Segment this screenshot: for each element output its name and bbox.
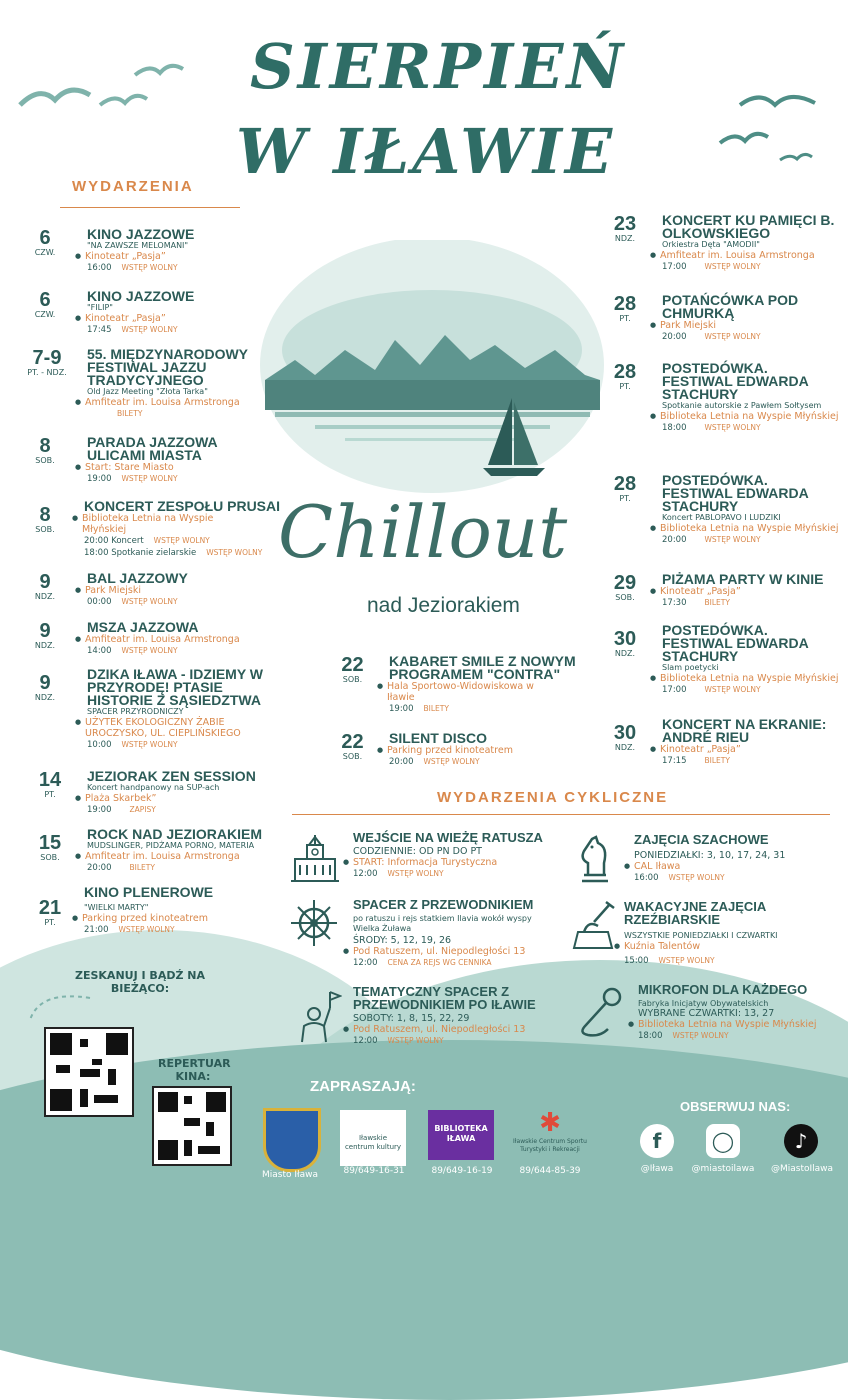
event-title: JEZIORAK ZEN SESSION bbox=[87, 768, 256, 784]
partner-name: BIBLIOTEKA IŁAWA bbox=[434, 1124, 488, 1143]
event-subtitle: Fabryka Inicjatyw Obywatelskich bbox=[638, 999, 769, 1008]
star-icon: ✱ bbox=[539, 1108, 561, 1138]
event-location: ● Biblioteka Letnia na Wyspie Młyńskiej bbox=[72, 513, 242, 535]
event-admission: WSTĘP WOLNY bbox=[704, 535, 761, 544]
event-day: 8 bbox=[39, 504, 51, 526]
event-weekday: NDZ. bbox=[614, 649, 636, 658]
event-time: 16:00 bbox=[87, 263, 112, 273]
cyclic-event[interactable] bbox=[353, 831, 573, 880]
events-section-title: WYDARZENIA bbox=[72, 178, 194, 195]
event-title: SILENT DISCO bbox=[389, 730, 488, 746]
cyclic-event[interactable] bbox=[353, 898, 573, 969]
event-title: KINO PLENEROWE bbox=[84, 884, 214, 900]
event-location: ● Park Miejski bbox=[75, 585, 267, 596]
event-location: ● Kuźnia Talentów bbox=[614, 941, 834, 952]
event-location: ● START: Informacja Turystyczna bbox=[343, 857, 573, 868]
guide-icon bbox=[292, 988, 342, 1044]
event-subtitle: po ratuszu i rejs statkiem Ilavia wokół wyspy Wielka Żuława bbox=[353, 914, 532, 933]
event-title: PIŻAMA PARTY W KINIE bbox=[662, 571, 824, 587]
event-location: ● Plaża Skarbek” bbox=[75, 793, 287, 804]
event-title: ROCK NAD JEZIORAKIEM bbox=[87, 826, 263, 842]
event-admission: WSTĘP WOLNY bbox=[206, 548, 263, 557]
event-weekday: SOB. bbox=[35, 456, 55, 465]
event-admission: WSTĘP WOLNY bbox=[704, 423, 761, 432]
event-weekday: CZW. bbox=[34, 248, 56, 257]
event-time: 14:00 bbox=[87, 646, 112, 656]
event-title: BAL JAZZOWY bbox=[87, 570, 188, 586]
event-time: 17:00 bbox=[662, 685, 687, 695]
event-admission: BILETY bbox=[704, 756, 730, 765]
event-admission: WSTĘP WOLNY bbox=[118, 925, 175, 934]
event-location: ● Biblioteka Letnia na Wyspie Młyńskiej bbox=[650, 523, 840, 534]
event-admission: WSTĘP WOLNY bbox=[121, 474, 178, 483]
event-title: POTAŃCÓWKA POD CHMURKĄ bbox=[662, 292, 799, 321]
event-title: MIKROFON DLA KAŻDEGO bbox=[638, 982, 808, 997]
event-title: POSTEDÓWKA. FESTIWAL EDWARDA STACHURY bbox=[662, 622, 809, 664]
event-weekday: PT. bbox=[44, 790, 56, 799]
divider bbox=[60, 207, 240, 208]
event-title: MSZA JAZZOWA bbox=[87, 619, 199, 635]
event-title: TEMATYCZNY SPACER Z PRZEWODNIKIEM PO IŁAWIE bbox=[353, 984, 536, 1012]
event-location: ● Kinoteatr „Pasja” bbox=[650, 586, 840, 597]
microphone-icon bbox=[572, 983, 628, 1039]
event-subtitle: Slam poetycki bbox=[662, 663, 719, 672]
event-location: ● Kinoteatr „Pasja” bbox=[75, 251, 277, 262]
event-subtitle: "NA ZAWSZE MELOMANI" bbox=[87, 241, 189, 250]
event-time: 16:00 bbox=[634, 873, 659, 883]
event-day: 22 bbox=[341, 731, 364, 753]
tiktok-icon[interactable]: ♪ bbox=[784, 1124, 818, 1158]
birds-right-icon bbox=[700, 85, 840, 175]
event-admission: BILETY bbox=[704, 598, 730, 607]
event-weekday: NDZ. bbox=[614, 234, 636, 243]
event-day: 30 bbox=[613, 722, 637, 744]
cyclic-event[interactable] bbox=[638, 983, 838, 1042]
partner-name: Iławskie centrum kultury bbox=[344, 1134, 402, 1151]
event-admission: WSTĘP WOLNY bbox=[121, 597, 178, 606]
cyclic-event[interactable] bbox=[353, 985, 573, 1047]
partner-logo-sport-center bbox=[510, 1108, 590, 1162]
instagram-icon[interactable]: ◯ bbox=[706, 1124, 740, 1158]
event-admission: WSTĘP WOLNY bbox=[121, 646, 178, 655]
event-location: ● Kinoteatr „Pasja” bbox=[75, 313, 277, 324]
event-title: KINO JAZZOWE bbox=[87, 288, 195, 304]
event-subtitle: "WIELKI MARTY" bbox=[84, 903, 149, 912]
event-day: 9 bbox=[39, 571, 51, 593]
event-weekday: PT. bbox=[44, 918, 56, 927]
event-title: KONCERT KU PAMIĘCI B. OLKOWSKIEGO bbox=[662, 212, 835, 241]
event-day: 22 bbox=[341, 654, 364, 676]
event-admission: WSTĘP WOLNY bbox=[668, 873, 725, 882]
partner-logo-culture-center bbox=[340, 1110, 406, 1166]
page-title-line2: W IŁAWIE bbox=[236, 115, 616, 188]
repertoire-label: REPERTUAR KINA: bbox=[158, 1057, 231, 1083]
page-title-line1: SIERPIEŃ bbox=[250, 30, 627, 103]
event-admission: WSTĘP WOLNY bbox=[704, 262, 761, 271]
event-location: ● Hala Sportowo-Widowiskowa w Iławie bbox=[377, 681, 537, 703]
event-admission: WSTĘP WOLNY bbox=[387, 1036, 444, 1045]
event-admission: WSTĘP WOLNY bbox=[704, 332, 761, 341]
event-title: DZIKA IŁAWA - IDZIEMY W PRZYRODĘ! PTASIE HISTORIE Z SĄSIEDZTWA bbox=[87, 666, 264, 708]
event-title: WAKACYJNE ZAJĘCIA RZEŹBIARSKIE bbox=[624, 899, 766, 927]
social-handle[interactable]: @Iława bbox=[640, 1164, 674, 1174]
event-weekday: SOB. bbox=[342, 675, 363, 684]
event-location: ● Parking przed kinoteatrem bbox=[377, 745, 589, 756]
event-day: 28 bbox=[613, 361, 637, 383]
event-subtitle: "FILIP" bbox=[87, 303, 113, 312]
partner-phone: 89/649-16-19 bbox=[431, 1166, 493, 1176]
event-time: 19:00 bbox=[87, 805, 112, 815]
follow-label: OBSERWUJ NAS: bbox=[680, 1099, 791, 1114]
event-day: 6 bbox=[39, 289, 51, 311]
social-handle[interactable]: @miastoilawa bbox=[691, 1164, 755, 1174]
event-time: 20:00 Koncert bbox=[84, 536, 144, 546]
event-day: 15 bbox=[38, 832, 62, 854]
divider bbox=[292, 814, 830, 815]
carving-icon bbox=[568, 898, 620, 954]
scan-label: ZESKANUJ I BĄDŹ NA BIEŻĄCO: bbox=[75, 969, 205, 995]
event-location: ● Parking przed kinoteatrem bbox=[72, 913, 284, 924]
event-admission: ZAPISY bbox=[129, 805, 156, 814]
event-admission: CENA ZA REJS WG CENNIKA bbox=[387, 958, 492, 967]
event-weekday: PT. bbox=[619, 382, 631, 391]
event-title: KONCERT NA EKRANIE: ANDRÉ RIEU bbox=[662, 716, 827, 745]
event-weekday: SOB. bbox=[40, 853, 60, 862]
event-weekday: PT. - NDZ. bbox=[27, 368, 67, 377]
event-day: 6 bbox=[39, 227, 51, 249]
event-weekday: SOB. bbox=[615, 593, 635, 602]
event-title: KINO JAZZOWE bbox=[87, 226, 195, 242]
partner-name: Miasto Iława bbox=[262, 1170, 318, 1180]
event-weekday: NDZ. bbox=[34, 592, 56, 601]
event-subtitle: Koncert PABLOPAVO I LUDZIKI bbox=[662, 513, 781, 522]
event-weekday: CZW. bbox=[34, 310, 56, 319]
event-time: 19:00 bbox=[87, 474, 112, 484]
event-admission: WSTĘP WOLNY bbox=[704, 685, 761, 694]
event-weekday: NDZ. bbox=[614, 743, 636, 752]
event-location: ● Pod Ratuszem, ul. Niepodległości 13 bbox=[343, 1024, 573, 1035]
event-weekday: SOB. bbox=[35, 525, 55, 534]
event-admission: BILETY bbox=[129, 863, 155, 872]
event-day: 14 bbox=[38, 769, 62, 791]
cyclic-section-title: WYDARZENIA CYKLICZNE bbox=[437, 789, 669, 806]
event-schedule: CODZIENNIE: OD PN DO PT bbox=[353, 846, 482, 857]
event-schedule: ŚRODY: 5, 12, 19, 26 bbox=[353, 935, 452, 946]
lake-landscape-illustration bbox=[255, 240, 610, 500]
event-location: ● Amfiteatr im. Louisa Armstronga bbox=[75, 397, 277, 408]
event-time: 15:00 bbox=[624, 956, 649, 966]
event-day: 7-9 bbox=[32, 347, 62, 369]
event-day: 21 bbox=[38, 897, 62, 919]
event-title: POSTEDÓWKA. FESTIWAL EDWARDA STACHURY bbox=[662, 360, 809, 402]
event-time: 17:45 bbox=[87, 325, 112, 335]
event-time: 20:00 bbox=[662, 535, 687, 545]
event-admission: WSTĘP WOLNY bbox=[121, 325, 178, 334]
event-time: 18:00 bbox=[662, 423, 687, 433]
event-time: 18:00 bbox=[638, 1031, 663, 1041]
event-time: 12:00 bbox=[353, 958, 378, 968]
event-admission: WSTĘP WOLNY bbox=[153, 536, 210, 545]
event-title: KONCERT ZESPOŁU PRUSAI bbox=[84, 498, 281, 514]
cinema-qr-code[interactable] bbox=[152, 1086, 232, 1166]
event-weekday: NDZ. bbox=[34, 693, 56, 702]
event-title: KABARET SMILE Z NOWYM PROGRAMEM "CONTRA" bbox=[389, 653, 576, 682]
event-day: 9 bbox=[39, 672, 51, 694]
partner-name: Iławskie Centrum Sportu Turystyki i Rekreacji bbox=[513, 1138, 587, 1153]
event-time: 12:00 bbox=[353, 1036, 378, 1046]
event-title: WEJŚCIE NA WIEŻĘ RATUSZA bbox=[353, 830, 543, 845]
event-location: ● Biblioteka Letnia na Wyspie Młyńskiej bbox=[650, 411, 840, 422]
event-subtitle: Old Jazz Meeting "Złota Tarka" bbox=[87, 387, 208, 396]
event-subtitle: SPACER PRZYRODNICZY bbox=[87, 707, 184, 716]
chillout-logo: Chillout bbox=[278, 490, 568, 574]
facebook-icon[interactable]: f bbox=[640, 1124, 674, 1158]
event-admission: BILETY bbox=[423, 704, 449, 713]
event-location: ● Pod Ratuszem, ul. Niepodległości 13 bbox=[343, 946, 573, 957]
town-hall-icon bbox=[287, 833, 343, 885]
event-schedule: WYBRANE CZWARTKI: 13, 27 bbox=[638, 1008, 775, 1019]
event-location: ● UŻYTEK EKOLOGICZNY ŻABIE UROCZYSKO, UL. CIEPLIŃSKIEGO bbox=[75, 717, 287, 739]
event-title: ZAJĘCIA SZACHOWE bbox=[634, 832, 769, 847]
event-weekday: PT. bbox=[619, 314, 631, 323]
event-admission: WSTĘP WOLNY bbox=[121, 740, 178, 749]
event-day: 28 bbox=[613, 293, 637, 315]
partner-phone: 89/649-16-31 bbox=[343, 1166, 405, 1176]
event-time: 18:00 Spotkanie zielarskie bbox=[84, 548, 197, 558]
event-subtitle: Spotkanie autorskie z Pawłem Sołtysem bbox=[662, 401, 822, 410]
event-schedule: WSZYSTKIE PONIEDZIAŁKI I CZWARTKI bbox=[624, 931, 778, 940]
chess-knight-icon bbox=[574, 833, 614, 885]
event-admission: WSTĘP WOLNY bbox=[658, 956, 715, 965]
event-title: SPACER Z PRZEWODNIKIEM bbox=[353, 897, 534, 912]
chillout-logo-subtitle: nad Jeziorakiem bbox=[367, 594, 520, 617]
event-day: 30 bbox=[613, 628, 637, 650]
event-admission: WSTĘP WOLNY bbox=[387, 869, 444, 878]
partner-logo-library bbox=[428, 1110, 494, 1160]
events-qr-code[interactable] bbox=[44, 1027, 134, 1117]
ship-wheel-icon bbox=[289, 898, 339, 948]
event-day: 9 bbox=[39, 620, 51, 642]
event-day: 23 bbox=[613, 213, 637, 235]
event-schedule: SOBOTY: 1, 8, 15, 22, 29 bbox=[353, 1013, 470, 1024]
event-location: ● CAL Iława bbox=[624, 861, 834, 872]
event-admission: WSTĘP WOLNY bbox=[121, 263, 178, 272]
event-location: ● Biblioteka Letnia na Wyspie Młyńskiej bbox=[628, 1019, 838, 1030]
birds-left-icon bbox=[15, 55, 185, 125]
event-admission: WSTĘP WOLNY bbox=[672, 1031, 729, 1040]
social-handle[interactable]: @MiastoIlawa bbox=[770, 1164, 834, 1174]
event-schedule: PONIEDZIAŁKI: 3, 10, 17, 24, 31 bbox=[634, 850, 786, 861]
event-subtitle: MUDSLINGER, PIDŻAMA PORNO, MATERIA bbox=[87, 841, 255, 850]
event-location: ● Amfiteatr im. Louisa Armstronga bbox=[75, 634, 277, 645]
cyclic-event[interactable] bbox=[634, 833, 834, 884]
event-location: ● Biblioteka Letnia na Wyspie Młyńskiej bbox=[650, 673, 840, 684]
event-admission: BILETY bbox=[117, 409, 143, 418]
cyclic-event[interactable] bbox=[624, 900, 834, 967]
event-time: 19:00 bbox=[389, 704, 414, 714]
event-weekday: SOB. bbox=[342, 752, 363, 761]
event-time: 17:15 bbox=[662, 756, 687, 766]
event-time: 17:30 bbox=[662, 598, 687, 608]
dashed-arrow-icon bbox=[20, 990, 100, 1030]
event-time: 20:00 bbox=[662, 332, 687, 342]
event-location: ● Amfiteatr im. Louisa Armstronga bbox=[650, 250, 840, 261]
event-subtitle: Orkiestra Dęta "AMODII" bbox=[662, 240, 760, 249]
event-location: ● Kinoteatr „Pasja” bbox=[650, 744, 840, 755]
event-title: PARADA JAZZOWA ULICAMI MIASTA bbox=[87, 434, 218, 463]
event-day: 29 bbox=[613, 572, 637, 594]
partner-logo-city bbox=[263, 1108, 321, 1172]
event-location: ● Start: Stare Miasto bbox=[75, 462, 262, 473]
event-time: 21:00 bbox=[84, 925, 109, 935]
event-location: ● Park Miejski bbox=[650, 320, 840, 331]
event-day: 28 bbox=[613, 473, 637, 495]
event-day: 8 bbox=[39, 435, 51, 457]
event-time: 00:00 bbox=[87, 597, 112, 607]
invite-label: ZAPRASZAJĄ: bbox=[310, 1078, 416, 1095]
event-weekday: NDZ. bbox=[34, 641, 56, 650]
event-title: 55. MIĘDZYNARODOWY FESTIWAL JAZZU TRADYCYJNEGO bbox=[87, 346, 248, 388]
event-weekday: PT. bbox=[619, 494, 631, 503]
event-time: 12:00 bbox=[353, 869, 378, 879]
partner-phone: 89/644-85-39 bbox=[519, 1166, 581, 1176]
event-time: 17:00 bbox=[662, 262, 687, 272]
event-admission: WSTĘP WOLNY bbox=[423, 757, 480, 766]
event-title: POSTEDÓWKA. FESTIWAL EDWARDA STACHURY bbox=[662, 472, 809, 514]
event-time: 20:00 bbox=[87, 863, 112, 873]
event-time: 10:00 bbox=[87, 740, 112, 750]
event-time: 20:00 bbox=[389, 757, 414, 767]
event-location: ● Amfiteatr im. Louisa Armstronga bbox=[75, 851, 287, 862]
event-subtitle: Koncert handpanowy na SUP-ach bbox=[87, 783, 220, 792]
